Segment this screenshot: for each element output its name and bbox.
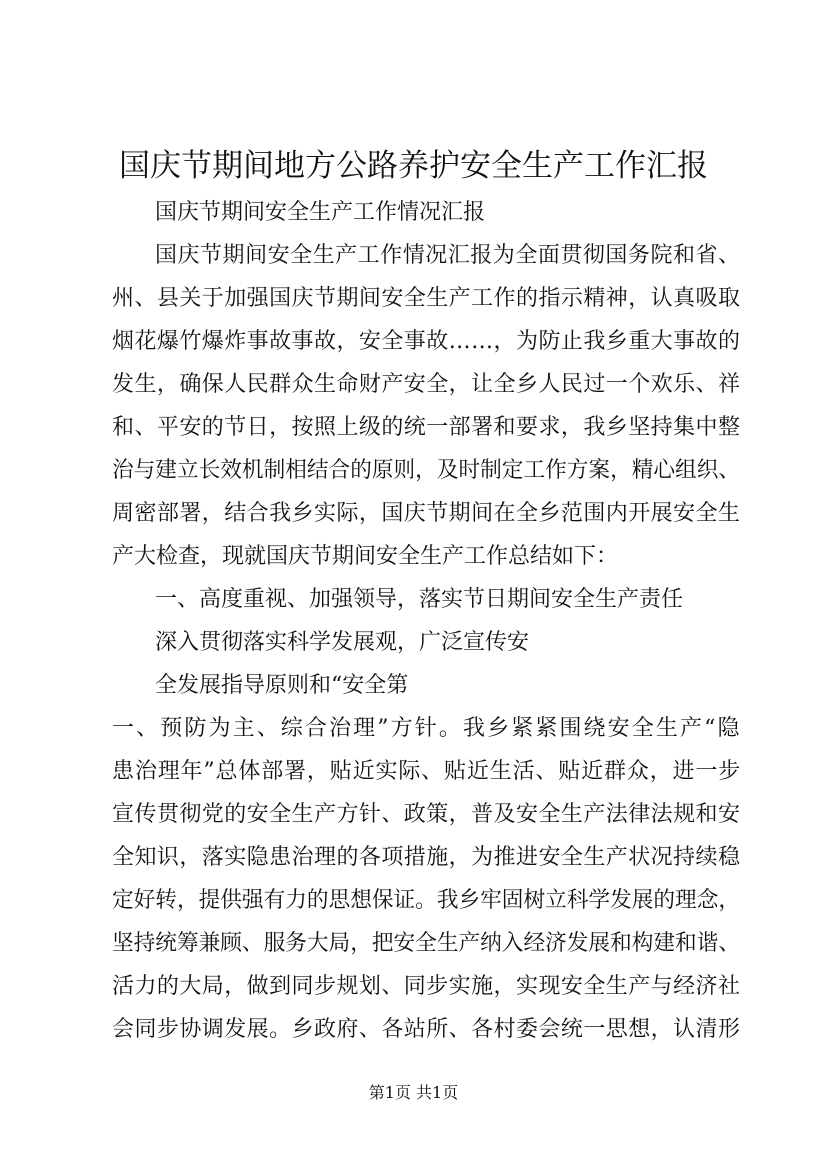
body-line: 定好转，提供强有力的思想保证。我乡牢固树立科学发展的理念， [112,888,741,913]
body-line: 一、高度重视、加强领导，落实节日期间安全生产责任 [155,587,684,612]
body-line: 和、平安的节日，按照上级的统一部署和要求，我乡坚持集中整 [112,415,741,440]
document-title: 国庆节期间地方公路养护安全生产工作汇报 [119,148,708,184]
page-footer: 第1页 共1页 [368,1083,459,1102]
body-line: 周密部署，结合我乡实际，国庆节期间在全乡范围内开展安全生 [112,501,741,526]
body-line: 全知识，落实隐患治理的各项措施，为推进安全生产状况持续稳 [112,845,741,870]
body-line: 治与建立长效机制相结合的原则，及时制定工作方案，精心组织、 [112,458,741,483]
body-line: 产大检查，现就国庆节期间安全生产工作总结如下： [112,544,619,569]
body-line: 国庆节期间安全生产工作情况汇报为全面贯彻国务院和省、 [155,243,741,268]
body-line: 坚持统筹兼顾、服务大局，把安全生产纳入经济发展和构建和谐、 [112,931,741,956]
body-line: 一、预防为主、综合治理”方针。我乡紧紧围绕安全生产“隐 [112,716,742,741]
body-line: 州、县关于加强国庆节期间安全生产工作的指示精神，认真吸取 [112,286,741,311]
body-line: 会同步协调发展。乡政府、各站所、各村委会统一思想，认清形 [112,1017,741,1042]
body-line: 国庆节期间安全生产工作情况汇报 [155,200,486,225]
body-line: 全发展指导原则和“安全第 [155,673,409,698]
body-line: 深入贯彻落实科学发展观，广泛宣传安 [155,630,530,655]
body-line: 活力的大局，做到同步规划、同步实施，实现安全生产与经济社 [112,974,741,999]
body-line: 患治理年”总体部署，贴近实际、贴近生活、贴近群众，进一步 [112,759,742,784]
body-line: 烟花爆竹爆炸事故事故，安全事故……，为防止我乡重大事故的 [112,329,741,354]
body-line: 宣传贯彻党的安全生产方针、政策，普及安全生产法律法规和安 [112,802,741,827]
body-line: 发生，确保人民群众生命财产安全，让全乡人民过一个欢乐、祥 [112,372,741,397]
